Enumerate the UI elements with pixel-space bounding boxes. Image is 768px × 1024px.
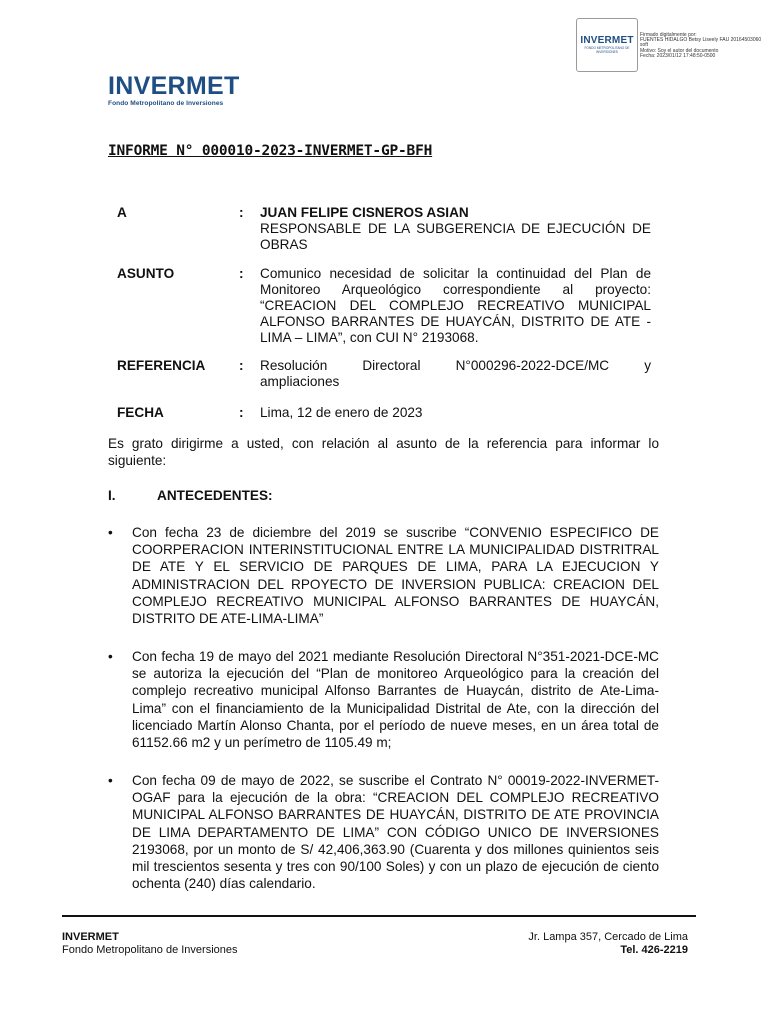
intro-paragraph: Es grato dirigirme a usted, con relación al asunto de la referencia para informar lo siguiente: (108, 436, 659, 468)
header-value-a (260, 205, 651, 253)
bullet-icon: • (108, 525, 113, 540)
signature-logo-box (576, 18, 638, 72)
referencia-word: Resolución (260, 358, 328, 373)
signature-line: FUENTES HIDALGO Betsy Liseely FAU 20164503060 (640, 37, 762, 44)
footer-address: Jr. Lampa 357, Cercado de Lima (528, 931, 688, 943)
header-value-fecha: Lima, 12 de enero de 2023 (260, 405, 423, 420)
signature-line: Fecha: 2023/01/12 17:48:50-0500 (640, 52, 716, 59)
digital-signature-stamp (576, 18, 766, 74)
list-item-text: Con fecha 23 de diciembre del 2019 se suscribe “CONVENIO ESPECIFICO DE COORPERACION INTERINSTITUCIONAL ENTRE LA MUNICIPALIDAD DISTRITRAL DE ATE Y EL SERVICIO DE PARQUES DE LIMA, PARA LA EJECUCION Y ADMINISTRACION DEL RPOYECTO DE INVERSION PUBLICA: CREACION DEL COMPLEJO RECREATIVO MUNICIPAL ALFONSO BARRANTES DE HUAYCÁN, DISTRITO DE ATE-LIMA-LIMA” (132, 525, 659, 627)
header-label-fecha: FECHA (117, 405, 164, 420)
bullet-icon: • (108, 773, 113, 788)
header-value-referencia (260, 358, 651, 390)
header-label-a: A (117, 205, 127, 220)
footer-org: INVERMET (62, 931, 119, 943)
footer-org-full: Fondo Metropolitano de Inversiones (62, 944, 238, 956)
list-item-text: Con fecha 09 de mayo de 2022, se suscribe el Contrato N° 00019-2022-INVERMET-OGAF para la ejecución de la obra: “CREACION DEL COMPLEJO RECREATIVO MUNICIPAL ALFONSO BARRANTES DE HUAYCÁN, DISTRITO DE ATE PROVINCIA DE LIMA DEPARTAMENTO DE LIMA” CON CÓDIGO UNICO DE INVERSIONES 2193068, por un monto de S/ 42,406,363.90 (Cuarenta y dos millones quinientos seis mil trescientos sesenta y tres con 90/100 Soles) y con un plazo de ejecución de ciento ochenta (240) días calendario. (132, 773, 659, 892)
referencia-word: y (644, 358, 651, 373)
section-number: I. (108, 488, 116, 503)
footer-phone: Tel. 426-2219 (620, 944, 688, 956)
header-colon: : (239, 205, 244, 220)
signature-line: Motivo: Soy el autor del documento (640, 47, 719, 54)
section-title: ANTECEDENTES: (157, 488, 273, 503)
report-title: INFORME N° 000010-2023-INVERMET-GP-BFH (108, 143, 433, 159)
signature-line: soft (640, 42, 649, 49)
signature-brand: INVERMET (580, 34, 634, 46)
signature-brand-sub: FONDO METROPOLITANO DE INVERSIONES (584, 45, 630, 54)
header-value-asunto: Comunico necesidad de solicitar la continuidad del Plan de Monitoreo Arqueológico correspondiente al proyecto: “CREACION DEL COMPLEJO RECREATIVO MUNICIPAL ALFONSO BARRANTES DE HUAYCÁN, DISTRITO DE ATE - LIMA – LIMA”, con CUI N° 2193068. (260, 266, 651, 345)
bullet-icon: • (108, 649, 113, 664)
header-label-asunto: ASUNTO (117, 266, 175, 281)
header-colon: : (239, 358, 244, 373)
header-colon: : (239, 405, 244, 420)
signature-details (640, 33, 768, 59)
referencia-line-1 (260, 358, 651, 374)
recipient-name: JUAN FELIPE CISNEROS ASIAN (260, 205, 469, 220)
logo-tagline: Fondo Metropolitano de Inversiones (108, 100, 224, 107)
referencia-line-2: ampliaciones (260, 374, 340, 389)
logo-wordmark: INVERMET (108, 72, 240, 100)
header-colon: : (239, 266, 244, 281)
list-item-text: Con fecha 19 de mayo del 2021 mediante Resolución Directoral N°351-2021-DCE-MC se autoriza la ejecución del “Plan de monitoreo Arqueológico para la creación del complejo recreativo municipal Alfonso Barrantes de Huaycán, distrito de Ate-Lima-Lima” con el financiamiento de la Municipalidad Distrital de Ate, con la dirección del licenciado Martín Alonso Chanta, por el período de nueve meses, en un área total de 61152.66 m2 y un perímetro de 1105.49 m; (132, 649, 659, 751)
referencia-word: Directoral (362, 358, 421, 373)
signature-line: Firmado digitalmente por: (640, 32, 697, 38)
referencia-word: N°000296-2022-DCE/MC (455, 358, 610, 373)
invermet-logo (108, 74, 240, 107)
recipient-position: RESPONSABLE DE LA SUBGERENCIA DE EJECUCIÓN DE OBRAS (260, 221, 651, 252)
footer-divider (62, 915, 696, 917)
section-heading (108, 488, 273, 503)
header-label-referencia: REFERENCIA (117, 358, 206, 373)
